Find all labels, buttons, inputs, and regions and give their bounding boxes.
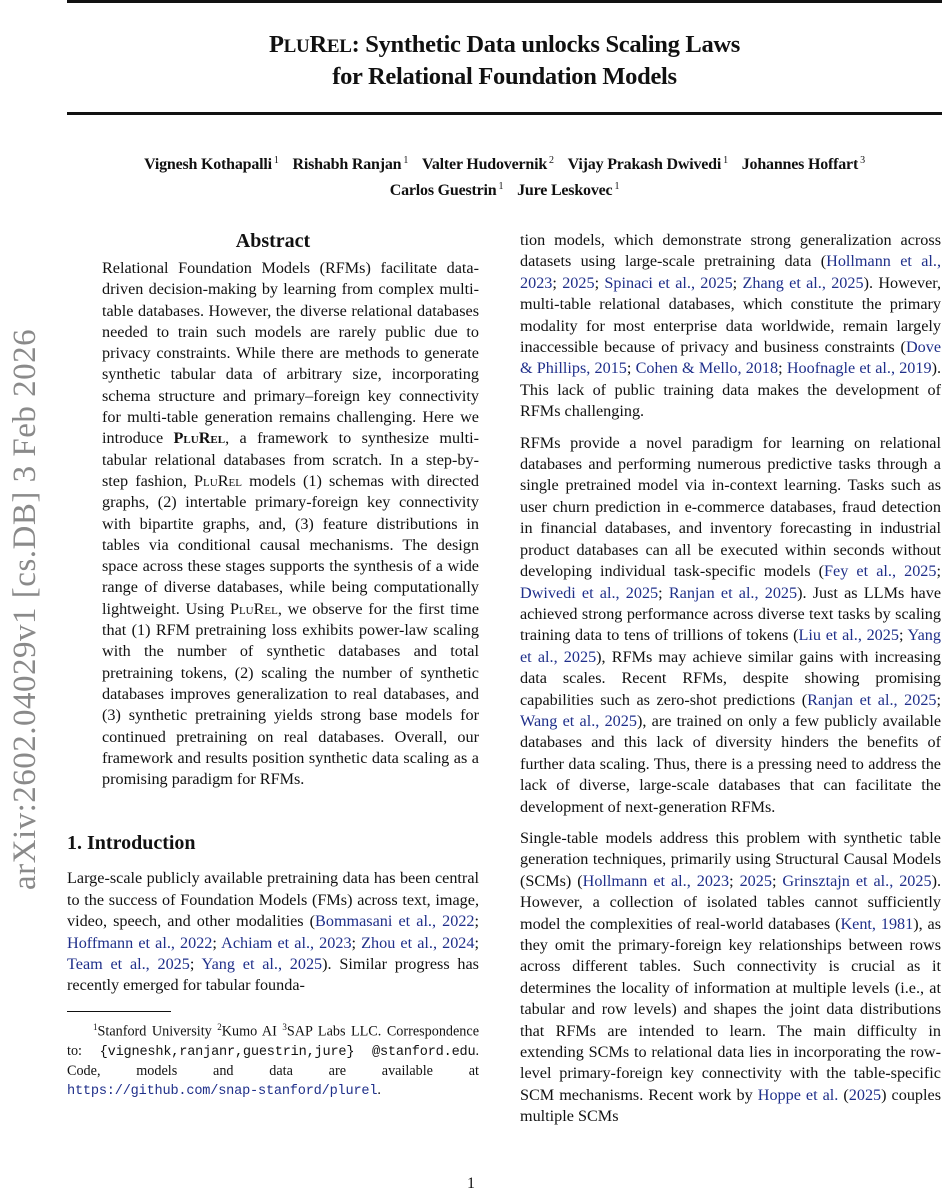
- citation-link[interactable]: Zhou et al., 2024: [361, 933, 475, 952]
- citation-link[interactable]: Kent, 1981: [840, 914, 914, 933]
- code-url-link[interactable]: https://github.com/snap-stanford/plurel: [67, 1083, 378, 1099]
- footnote: [67, 1018, 479, 1101]
- body-text: Single-table models address this problem with synthetic table generation techniques, primarily using Structural Causal Models (SCMs) (: [520, 828, 941, 890]
- citation-link[interactable]: Dwivedi et al., 2025: [520, 583, 659, 602]
- citation-link[interactable]: Hoffmann et al., 2022: [67, 933, 213, 952]
- citation-link[interactable]: Hoppe et al.: [757, 1085, 839, 1104]
- abstract-body: [102, 258, 479, 790]
- body-text: ). However, multi-table relational databases, which constitute the primary modality for most enterprise data worldwide, remain largely inaccessible because of privacy and business constraints (: [520, 273, 942, 357]
- footnote-mark: 2: [217, 1021, 222, 1032]
- correspondence-emails: {vigneshk,ranjanr,guestrin,jure}: [99, 1044, 355, 1060]
- intro-paragraph-2: RFMs provide a novel paradigm for learning on relational databases and performing numerous predictive tasks through a single pretrained model via in-context learning. Tasks such as user churn prediction in e-commerce databases, fraud detection in financial databases, and inventory forecasting in industrial product databases can all be executed within seconds without developing individual task-specific models (Fey et al., 2025; Dwivedi et al., 2025; Ranjan et al., 2025). Just as LLMs have achieved strong performance across diverse text tasks by scaling training data to tens of trillions of tokens (Liu et al., 2025; Yang et al., 2025), RFMs may achieve similar gains with increasing data scales. Recent RFMs, despite showing promising capabilities such as zero-shot predictions (Ranjan et al., 2025; Wang et al., 2025), are trained on only a few publicly available databases and this lack of diversity hinders the benefits of further data scaling. Thus, there is a pressing need to address the lack of diverse, large-scale databases that can facilitate the development of next-generation RFMs.: [520, 433, 942, 816]
- author-affiliation: 3: [860, 155, 865, 166]
- citation-link[interactable]: Hollmann et al., 2023: [582, 871, 730, 890]
- author: [568, 156, 728, 173]
- paper-title: [67, 30, 942, 92]
- citation-link[interactable]: Bommasani et al., 2022: [315, 912, 475, 931]
- footnote-rule: [67, 1011, 171, 1012]
- author: [390, 182, 504, 199]
- intro-paragraph-1-part-a: Large-scale publicly available pretraining data has been central to the success of Foundation Models (FMs) across text, image, video, speech, and other modalities (Bommasani et al., 2022; Hoffmann et al., 2022; Achiam et al., 2023; Zhou et al., 2024; Team et al., 2025; Yang et al., 2025). Similar progress has recently emerged for tabular founda-: [67, 869, 480, 995]
- abstract-text: , we observe for the first time that (1) RFM pretraining loss exhibits power-law scaling with the number of synthetic databases and total pretraining tokens, (2) scaling the number of synthetic databases improves generalization to real databases, and (3) synthetic pretraining yields strong base models for continued pretraining on real databases. Overall, our framework and results position synthetic data scaling as a promising paradigm for RFMs.: [102, 599, 479, 789]
- citation-link[interactable]: Zhang et al., 2025: [742, 273, 864, 292]
- author-affiliation: 1: [723, 155, 728, 166]
- abstract-text: , a framework to synthesize multi-tabular relational databases from scratch. In a step-by-step fashion,: [102, 429, 479, 490]
- title-name: [269, 31, 352, 58]
- body-text: Large-scale publicly available pretraining data has been central to the success of Foundation Models (FMs) across text, image, video, speech, and other modalities (: [67, 869, 479, 931]
- body-text: ), as they omit the primary-foreign key relationships between rows across different tables. Such connectivity is crucial as it determines the locality of information at multiple levels (i.e., at tabular and row levels) and shapes the joint data distributions that RFMs are intended to learn. The main difficulty in extending SCMs to relational data lies in incorporating the row-level primary-foreign key connectivity with the table-specific SCM mechanisms. Recent work by: [520, 914, 942, 1104]
- body-text: ). This lack of public training data makes the development of RFMs challenging.: [520, 359, 942, 421]
- author-affiliation: 1: [614, 181, 620, 192]
- citation-link[interactable]: Dove & Phillips, 2015: [520, 338, 941, 378]
- author-name: Rishabh Ranjan: [292, 156, 402, 173]
- body-text: ), RFMs may achieve similar gains with increasing data scales. Recent RFMs, despite showing promising capabilities such as zero-shot predictions (: [520, 647, 941, 709]
- citation-link[interactable]: Cohen & Mello, 2018: [635, 359, 779, 378]
- citation-link[interactable]: Yang et al., 2025: [520, 626, 941, 666]
- right-column: [520, 230, 941, 1128]
- footnote-mark: 1: [93, 1021, 98, 1032]
- author-list: [67, 150, 942, 202]
- body-text: (: [838, 1085, 849, 1104]
- citation-link[interactable]: Fey et al., 2025: [824, 562, 937, 581]
- citation-link[interactable]: 2025: [562, 273, 595, 292]
- author: [422, 156, 554, 173]
- intro-paragraph-3: Single-table models address this problem with synthetic table generation techniques, primarily using Structural Causal Models (SCMs) (Hollmann et al., 2023; 2025; Grinsztajn et al., 2025). However, a collection of isolated tables cannot sufficiently model the complexities of real-world databases (Kent, 1981), as they omit the primary-foreign key relationships between rows across different tables. Such connectivity is crucial as it determines the locality of information at multiple levels (i.e., at tabular and row levels) and shapes the joint data distributions that RFMs are intended to learn. The main difficulty in extending SCMs to relational data lies in incorporating the row-level primary-foreign key connectivity with the table-specific SCM mechanisms. Recent work by Hoppe et al. (2025) couples multiple SCMs: [520, 828, 942, 1126]
- footnote-mark: 3: [282, 1021, 287, 1032]
- citation-link[interactable]: Spinaci et al., 2025: [604, 273, 733, 292]
- author: [293, 156, 409, 173]
- body-text: ). Similar progress has recently emerged for tabular founda-: [67, 955, 479, 995]
- body-text: ). Just as LLMs have achieved strong performance across diverse text tasks by scaling training data to tens of trillions of tokens (: [520, 583, 942, 645]
- title-name-part: EL: [326, 36, 352, 57]
- method-name: PluRel: [173, 429, 226, 448]
- abstract-text: Relational Foundation Models (RFMs) facilitate data-driven decision-making by learning from complex multi-table databases. However, the diverse relational databases needed to train such models are rarely public due to privacy constraints. While there are methods to generate synthetic tabular data of arbitrary size, incorporating schema structure and primary–foreign key connectivity for multi-table generation remains challenging. Here we introduce: [102, 259, 479, 448]
- abstract-heading: Abstract: [235, 230, 311, 252]
- citation-link[interactable]: 2025: [739, 871, 772, 890]
- footnote-text: SAP Labs LLC. Correspondence to:: [67, 1023, 479, 1059]
- author-affiliation: 2: [549, 155, 554, 166]
- body-text: ), are trained on only a few publicly available databases and this lack of diversity hinders the benefits of further data scaling. Thus, there is a pressing need to address the lack of diverse, large-scale databases that can facilitate the development of next-generation RFMs.: [520, 711, 942, 816]
- author: [517, 182, 619, 199]
- title-name-part: LU: [283, 36, 310, 57]
- author-affiliation: 1: [498, 181, 504, 192]
- footnote-text: Kumo AI: [221, 1023, 283, 1040]
- citation-link[interactable]: Liu et al., 2025: [798, 626, 899, 645]
- citation-link[interactable]: Ranjan et al., 2025: [668, 583, 798, 602]
- body-text: ) couples multiple SCMs: [520, 1085, 941, 1126]
- body-text: ). However, a collection of isolated tables cannot sufficiently model the complexities of real-world databases (: [520, 871, 942, 933]
- footnote-text: .: [377, 1081, 381, 1098]
- title-name-part: R: [309, 31, 327, 58]
- abstract-text: models (1) schemas with directed graphs, (2) intertable primary-foreign key connectivity with bipartite graphs, and, (3) feature distributions in tables via conditional causal mechanisms. The design space across these stages supports the synthesis of a wide range of diverse databases, while being computationally lightweight. Using: [102, 471, 479, 618]
- author-name: Johannes Hoffart: [741, 156, 859, 173]
- citation-link[interactable]: Achiam et al., 2023: [221, 933, 352, 952]
- title-line1: : Synthetic Data unlocks Scaling Laws: [351, 31, 741, 58]
- author-name: Carlos Guestrin: [389, 182, 497, 199]
- footnote-text: . Code, models and data are available at: [67, 1042, 480, 1079]
- author: [144, 156, 279, 173]
- section-heading-introduction: 1. Introduction: [67, 832, 196, 855]
- citation-link[interactable]: Hoofnagle et al., 2019: [786, 359, 932, 378]
- citation-link[interactable]: Wang et al., 2025: [520, 711, 637, 730]
- author-affiliation: 1: [403, 155, 409, 166]
- top-rule: [67, 0, 942, 3]
- title-name-part: P: [268, 31, 284, 58]
- author-name: Vijay Prakash Dwivedi: [567, 156, 722, 173]
- citation-link[interactable]: Grinsztajn et al., 2025: [782, 871, 932, 890]
- citation-link[interactable]: Ranjan et al., 2025: [807, 690, 937, 709]
- author-name: Jure Leskovec: [517, 182, 613, 199]
- title-bottom-rule: [67, 112, 942, 115]
- footnote-text: Stanford University: [97, 1023, 218, 1040]
- citation-link[interactable]: 2025: [848, 1085, 882, 1104]
- body-text: RFMs provide a novel paradigm for learning on relational databases and performing numerous predictive tasks through a single pretrained model via in-context learning. Tasks such as user churn prediction in e-commerce databases, fraud detection in financial databases, and inventory forecasting in industrial product databases can all be executed within seconds without developing individual task-specific models (: [520, 433, 941, 581]
- title-line2: for Relational Foundation Models: [332, 63, 677, 90]
- arxiv-stamp: arXiv:2602.04029v1 [cs.DB] 3 Feb 2026: [7, 328, 43, 890]
- body-text: tion models, which demonstrate strong generalization across datasets using large-scale pretraining data (: [520, 231, 941, 271]
- citation-link[interactable]: Team et al., 2025: [67, 955, 190, 974]
- author: [742, 156, 865, 173]
- method-name: PluRel: [194, 471, 242, 490]
- author-name: Vignesh Kothapalli: [144, 156, 272, 173]
- email-domain: @stanford.edu: [372, 1044, 476, 1060]
- left-column: [67, 228, 479, 1101]
- citation-link[interactable]: Yang et al., 2025: [201, 955, 323, 974]
- page-number: 1: [467, 1175, 475, 1192]
- author-affiliation: 1: [273, 155, 279, 166]
- citation-link[interactable]: Hollmann et al., 2023: [520, 252, 941, 292]
- intro-paragraph-1-part-b: tion models, which demonstrate strong generalization across datasets using large-scale pretraining data (Hollmann et al., 2023; 2025; Spinaci et al., 2025; Zhang et al., 2025). However, multi-table relational databases, which constitute the primary modality for most enterprise data worldwide, remain largely inaccessible because of privacy and business constraints (Dove & Phillips, 2015; Cohen & Mello, 2018; Hoofnagle et al., 2019). This lack of public training data makes the development of RFMs challenging.: [520, 231, 942, 421]
- author-name: Valter Hudovernik: [421, 156, 548, 173]
- method-name: PluRel: [229, 599, 278, 618]
